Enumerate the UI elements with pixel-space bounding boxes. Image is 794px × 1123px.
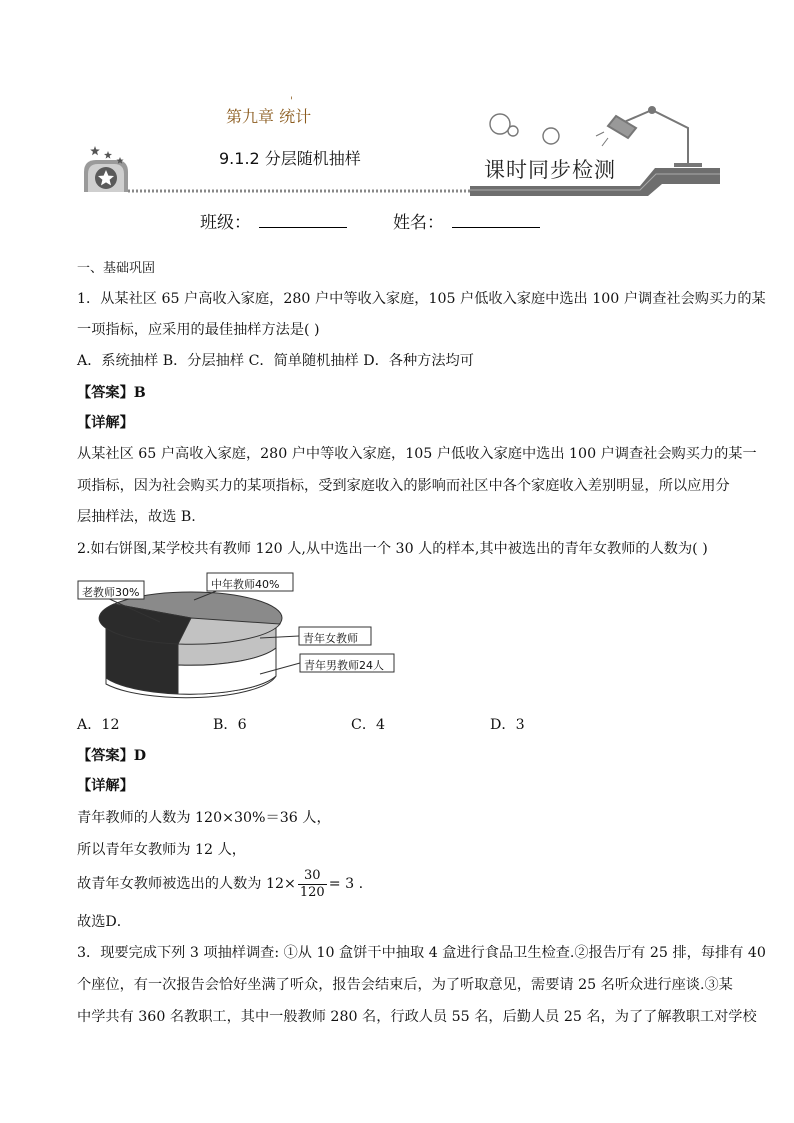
chart-label-young-female: 青年女教师 [303, 632, 358, 645]
star-badge-icon [84, 146, 128, 192]
name-field [393, 208, 540, 233]
q2-detail-line4: 故选D． [77, 914, 131, 930]
header-decoration [0, 0, 794, 200]
q2-option-b: B．6 [213, 717, 247, 733]
fraction-numerator: 30 [298, 868, 327, 885]
chart-label-middle: 中年教师40% [211, 578, 280, 591]
class-input-line [259, 213, 347, 228]
q1-detail-line3: 层抽样法，故选 B. [77, 509, 196, 525]
q3-stem-line2: 个座位，有一次报告会恰好坐满了听众，报告会结束后，为了听取意见，需要请 25 名听众进行座谈.③某 [77, 977, 733, 993]
q2-option-a: A．12 [77, 717, 120, 733]
q1-answer: 【答案】B [77, 385, 146, 401]
fraction [298, 868, 327, 901]
q1-stem-line1: 1．从某社区 65 户高收入家庭，280 户中等收入家庭，105 户低收入家庭中选出 100 户调查社会购买力的某 [77, 291, 766, 307]
svg-text:': ' [290, 96, 293, 107]
q1-detail-line1: 从某社区 65 户高收入家庭，280 户中等收入家庭，105 户低收入家庭中选出 100 户调查社会购买力的某一 [77, 446, 757, 462]
fraction-denominator: 120 [299, 884, 325, 900]
q2-stem: 2.如右饼图,某学校共有教师 120 人,从中选出一个 30 人的样本,其中被选出的青年女教师的人数为( ) [77, 541, 708, 557]
q2-detail-line2: 所以青年女教师为 12 人， [77, 842, 246, 858]
name-input-line [452, 213, 540, 228]
q1-detail-line2: 项指标，因为社会购买力的某项指标，受到家庭收入的影响而社区中各个家庭收入差别明显，所以应用分 [77, 478, 730, 494]
chart-label-young-male: 青年男教师24人 [304, 659, 384, 672]
section-title: 9.1.2 分层随机抽样 [219, 149, 361, 168]
q1-options: A．系统抽样 B．分层抽样 C．简单随机抽样 D．各种方法均可 [77, 353, 474, 369]
q3-stem-line3: 中学共有 360 名教职工，其中一般教师 280 名，行政人员 55 名，后勤人员 25 名，为了了解教职工对学校 [77, 1009, 757, 1025]
class-field [200, 208, 347, 233]
q2-option-c: C．4 [351, 717, 386, 733]
badge-title: 课时同步检测 [484, 158, 616, 182]
chart-label-old: 老教师30% [82, 586, 140, 599]
chapter-title: 第九章 统计 [226, 107, 312, 126]
q2-detail-line3-prefix: 故青年女教师被选出的人数为 12× [77, 876, 296, 892]
q1-stem-line2: 一项指标，应采用的最佳抽样方法是( ) [77, 322, 320, 338]
q2-detail-line3-suffix: = 3 . [328, 876, 364, 892]
q2-option-d: D．3 [490, 717, 525, 733]
name-label: 姓名： [393, 213, 444, 233]
q1-detail-label: 【详解】 [77, 415, 134, 431]
q2-detail-line1: 青年教师的人数为 120×30%＝36 人， [77, 810, 331, 826]
part-heading: 一、基础巩固 [77, 261, 156, 276]
q2-answer: 【答案】D [77, 748, 147, 764]
q2-detail-label: 【详解】 [77, 778, 134, 794]
bubble-icon [490, 114, 559, 144]
q2-detail-line3 [77, 866, 363, 902]
class-label: 班级： [200, 213, 251, 233]
q3-stem-line1: 3．现要完成下列 3 项抽样调查: ①从 10 盒饼干中抽取 4 盒进行食品卫生检查.②报告厅有 25 排，每排有 40 [77, 945, 766, 961]
